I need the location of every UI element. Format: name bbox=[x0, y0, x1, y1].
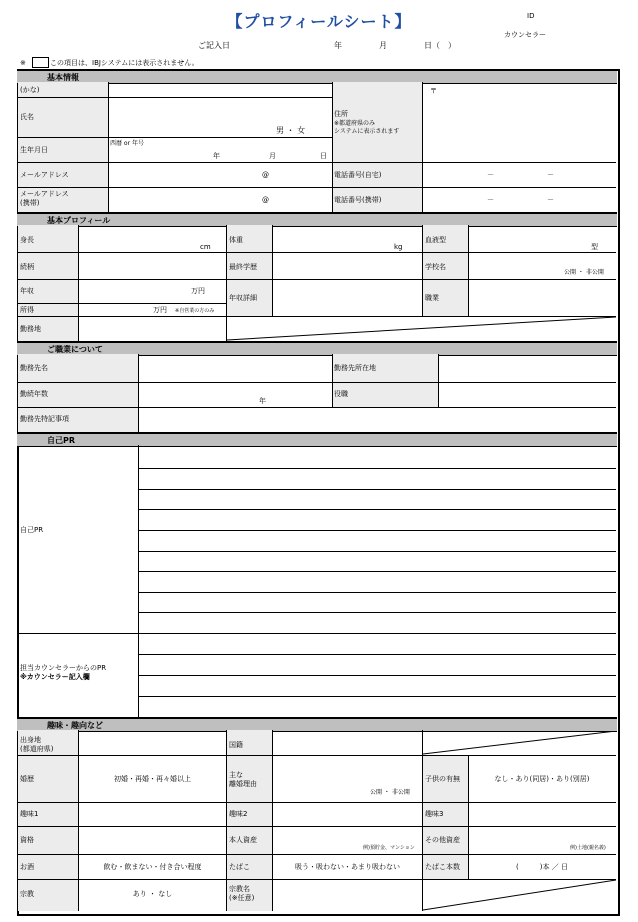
self-pr-label: 自己PR bbox=[20, 526, 44, 534]
note-text: この項目は、IBJシステムには表示されません。 bbox=[50, 59, 199, 67]
tobacco-count-value[interactable]: ( )本 ／ 日 bbox=[516, 863, 568, 871]
religion-strike bbox=[423, 880, 616, 911]
note-box bbox=[32, 57, 49, 68]
other-assets-label: その他資産 bbox=[425, 836, 460, 844]
birth-month: 月 bbox=[269, 152, 276, 160]
row-line bbox=[18, 279, 616, 280]
income-detail-label: 年収詳細 bbox=[229, 294, 257, 302]
address-label: 住所 bbox=[334, 110, 348, 118]
date-month: 月 bbox=[379, 41, 387, 50]
height-unit[interactable]: cm bbox=[200, 243, 211, 251]
birthday-label: 生年月日 bbox=[20, 146, 48, 154]
blood-unit[interactable]: 型 bbox=[591, 243, 598, 251]
col-line bbox=[332, 82, 333, 212]
email-at[interactable]: @ bbox=[262, 171, 269, 179]
section-job-title: ご職業について bbox=[47, 345, 103, 354]
counselor-label: カウンセラー bbox=[504, 31, 546, 39]
earnings-note: ※自営業の方のみ bbox=[175, 308, 215, 314]
nationality-label: 国籍 bbox=[229, 741, 243, 749]
company-label: 勤務先名 bbox=[20, 364, 48, 372]
occupation-label: 職業 bbox=[425, 294, 439, 302]
weight-unit[interactable]: kg bbox=[394, 243, 403, 251]
siblings-label: 続柄 bbox=[20, 263, 34, 271]
religion-label: 宗教 bbox=[20, 890, 34, 898]
gender-options[interactable]: 男 ・ 女 bbox=[276, 126, 306, 135]
workplace-strike bbox=[227, 317, 616, 341]
school-label: 学校名 bbox=[425, 263, 446, 271]
row-line bbox=[18, 382, 616, 383]
position-label: 役職 bbox=[334, 390, 348, 398]
school-public-private[interactable]: 公開 ・ 非公開 bbox=[564, 269, 604, 276]
years-unit[interactable]: 年 bbox=[259, 397, 266, 405]
children-options[interactable]: なし・あり(同居)・あり(別居) bbox=[494, 775, 590, 783]
counselor-pr-field[interactable] bbox=[139, 634, 615, 716]
counselor-pr-label: 担当カウンセラーからのPR bbox=[20, 664, 107, 672]
section-hobby-title: 趣味・趣向など bbox=[47, 721, 103, 730]
era-label: 西暦 or 年号 bbox=[110, 140, 144, 147]
row-line bbox=[18, 854, 616, 855]
assets-example: 例)預貯金、マンション bbox=[363, 845, 415, 851]
postal-mark: 〒 bbox=[430, 87, 437, 95]
hobby-label-col-1 bbox=[18, 730, 78, 911]
income-unit[interactable]: 万円 bbox=[191, 287, 205, 295]
kana-label: (かな) bbox=[20, 86, 40, 94]
address-note-1: ※都道府県のみ bbox=[334, 120, 376, 127]
workplace-label: 勤務地 bbox=[20, 325, 41, 333]
blood-label: 血液型 bbox=[425, 236, 446, 244]
years-label: 勤続年数 bbox=[20, 390, 48, 398]
earnings-label: 所得 bbox=[20, 306, 34, 314]
phone-mobile-label: 電話番号(携帯) bbox=[334, 196, 382, 204]
col-line bbox=[138, 354, 139, 432]
marital-options[interactable]: 初婚・再婚・再々婚以上 bbox=[114, 775, 191, 783]
mobile-email-at[interactable]: @ bbox=[262, 196, 269, 204]
id-label: ID bbox=[527, 12, 535, 20]
row-line bbox=[18, 755, 616, 756]
section-basic-title: 基本情報 bbox=[47, 73, 79, 82]
email-label: メールアドレス bbox=[20, 171, 69, 179]
row-line bbox=[18, 407, 616, 408]
section-hobby bbox=[17, 717, 617, 732]
row-line bbox=[18, 137, 332, 138]
religion-options[interactable]: あり ・ なし bbox=[132, 890, 173, 898]
hobby3-label: 趣味3 bbox=[425, 810, 444, 818]
mobile-email-label-1: メールアドレス bbox=[20, 190, 69, 198]
col-line bbox=[468, 755, 469, 880]
hobby1-label: 趣味1 bbox=[20, 810, 39, 818]
weight-label: 体重 bbox=[229, 236, 243, 244]
address-note-2: システムに表示されます bbox=[334, 128, 400, 135]
birth-year: 年 bbox=[213, 152, 220, 160]
birth-day: 日 bbox=[320, 152, 327, 160]
earnings-unit[interactable]: 万円 bbox=[153, 306, 167, 314]
assets-label: 本人資産 bbox=[229, 836, 257, 844]
hobby2-label: 趣味2 bbox=[229, 810, 248, 818]
counselor-pr-note: ※カウンセラー記入欄 bbox=[20, 673, 90, 681]
row-line bbox=[18, 303, 226, 304]
divorce-public-private[interactable]: 公開 ・ 非公開 bbox=[370, 789, 410, 796]
birthplace-label-2: (都道府県) bbox=[20, 745, 54, 753]
mobile-email-label-2: (携帯) bbox=[20, 199, 40, 207]
income-label: 年収 bbox=[20, 287, 34, 295]
date-day: 日（ ） bbox=[424, 41, 456, 50]
religion-name-label-1: 宗教名 bbox=[229, 885, 250, 893]
job-label-col-2 bbox=[332, 354, 438, 408]
col-line bbox=[438, 354, 439, 408]
license-label: 資格 bbox=[20, 836, 34, 844]
row-line bbox=[18, 802, 616, 803]
tobacco-count-label: たばこ本数 bbox=[425, 863, 460, 871]
col-line bbox=[78, 730, 79, 911]
row-line bbox=[18, 826, 616, 827]
divorce-label-2: 離婚理由 bbox=[229, 780, 257, 788]
other-assets-example: 例)土地(親名義) bbox=[570, 845, 606, 851]
col-line bbox=[78, 225, 79, 341]
note-prefix: ※ bbox=[20, 59, 26, 67]
section-profile bbox=[17, 212, 617, 227]
divorce-label-1: 主な bbox=[229, 771, 243, 779]
height-label: 身長 bbox=[20, 236, 34, 244]
col-line bbox=[272, 730, 273, 911]
row-line bbox=[18, 252, 616, 253]
company-address-label: 勤務先所在地 bbox=[334, 364, 376, 372]
col-line bbox=[422, 225, 423, 316]
phone-mobile-dash-2[interactable]: － bbox=[547, 196, 554, 204]
phone-home-label: 電話番号(自宅) bbox=[334, 171, 382, 179]
col-line bbox=[272, 225, 273, 316]
birthplace-label-1: 出身地 bbox=[20, 736, 41, 744]
nationality-strike bbox=[423, 731, 616, 755]
children-label: 子供の有無 bbox=[425, 775, 460, 783]
self-pr-field[interactable] bbox=[139, 446, 615, 632]
date-year: 年 bbox=[334, 41, 342, 50]
tobacco-label: たばこ bbox=[229, 863, 250, 871]
phone-mobile-dash-1[interactable]: － bbox=[487, 196, 494, 204]
date-label: ご記入日 bbox=[198, 41, 230, 50]
name-label: 氏名 bbox=[20, 113, 34, 121]
section-pr-title: 自己PR bbox=[47, 436, 76, 445]
job-notes-label: 勤務先特記事項 bbox=[20, 415, 69, 423]
phone-home-dash-1[interactable]: － bbox=[487, 171, 494, 179]
section-profile-title: 基本プロフィール bbox=[47, 216, 111, 225]
alcohol-options[interactable]: 飲む・飲まない・付き合い程度 bbox=[103, 863, 202, 871]
education-label: 最終学歴 bbox=[229, 263, 257, 271]
hobby-label-col-2 bbox=[226, 730, 272, 911]
kana-field[interactable] bbox=[109, 83, 331, 97]
col-line bbox=[332, 354, 333, 408]
page-title: 【プロフィールシート】 bbox=[226, 12, 412, 31]
marital-label: 婚歴 bbox=[20, 775, 34, 783]
col-line bbox=[468, 225, 469, 316]
alcohol-label: お酒 bbox=[20, 863, 34, 871]
tobacco-options[interactable]: 吸う・吸わない・あまり吸わない bbox=[295, 863, 400, 871]
col-line bbox=[226, 730, 227, 911]
religion-name-label-2: (※任意) bbox=[229, 894, 255, 902]
phone-home-dash-2[interactable]: － bbox=[547, 171, 554, 179]
section-pr bbox=[17, 432, 617, 447]
address-field[interactable] bbox=[423, 83, 615, 161]
